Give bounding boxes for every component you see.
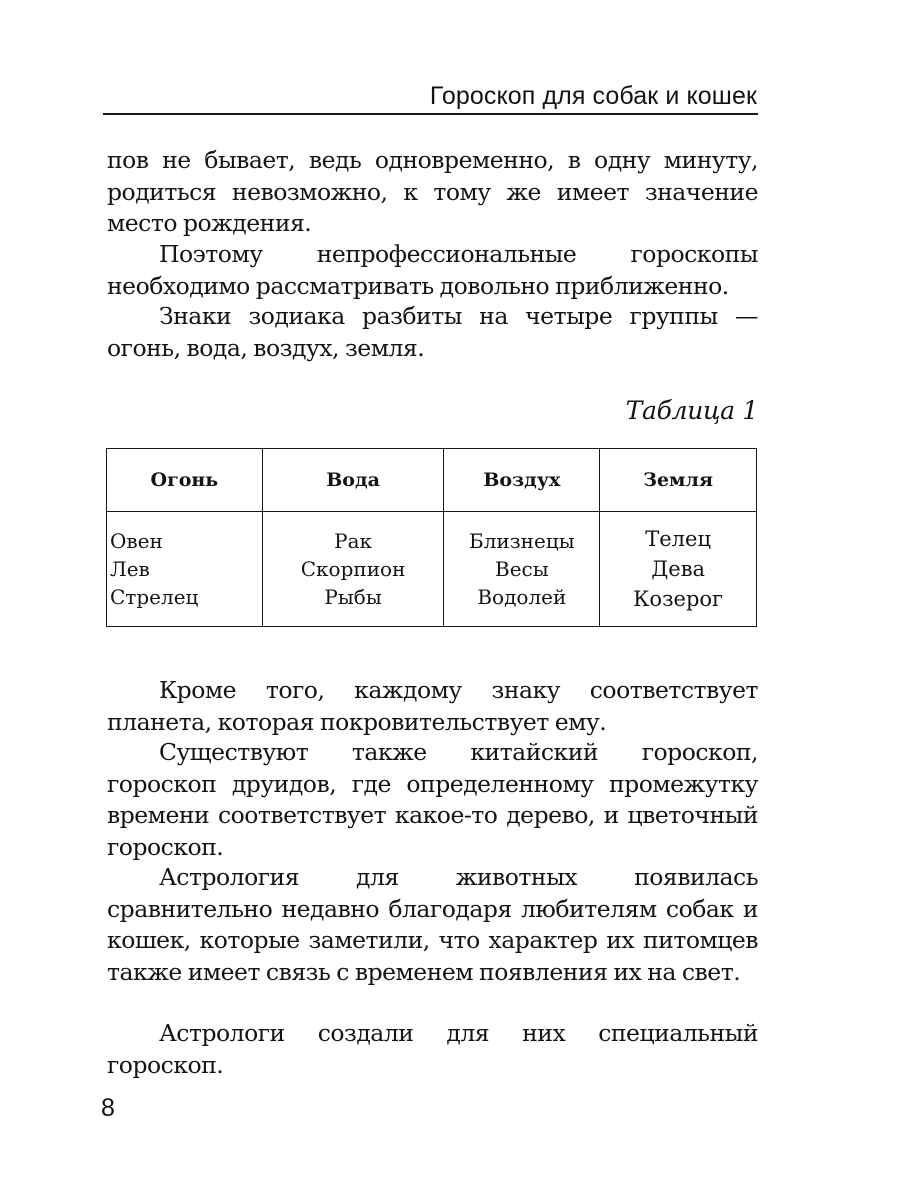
header-rule (103, 113, 758, 115)
paragraph-approximation: Поэтому непрофессиональные гороскопы необходимо рассматривать довольно приближенно. (107, 240, 758, 300)
sign-aquarius: Водолей (477, 585, 567, 609)
sign-gemini: Близнецы (469, 529, 575, 553)
sign-sagittarius: Стрелец (110, 585, 199, 609)
sign-scorpio: Скорпион (300, 557, 406, 581)
paragraph-special-horoscope: Астрологи создали для них специальный гороскоп. (107, 1019, 758, 1079)
table-row (107, 512, 757, 627)
zodiac-elements-table (106, 448, 757, 627)
fire-signs-cell (107, 512, 263, 627)
sign-leo: Лев (110, 557, 150, 581)
column-header-water: Вода (262, 449, 444, 512)
paragraph-continuation: пов не бывает, ведь одновременно, в одну минуту, родиться невозможно, к тому же имеет значение место рождения. (107, 146, 758, 237)
sign-capricorn: Козерог (633, 587, 724, 611)
running-header-title: Гороскоп для собак и кошек (429, 82, 757, 110)
sign-virgo: Дева (651, 557, 706, 581)
sign-taurus: Телец (645, 527, 711, 551)
sign-aries: Овен (110, 529, 163, 553)
page-number: 8 (101, 1094, 115, 1122)
paragraph-zodiac-groups: Знаки зодиака разбиты на четыре группы — огонь, вода, воздух, земля. (107, 302, 758, 362)
sign-cancer: Рак (334, 529, 373, 553)
table-header-row (107, 449, 757, 512)
paragraph-animal-astrology: Астрология для животных появилась сравнительно недавно благодаря любителям собак и кошек, которые заметили, что характер их питомцев также имеет связь с временем появления их на свет. (107, 863, 758, 986)
sign-pisces: Рыбы (324, 585, 382, 609)
water-signs-cell (262, 512, 444, 627)
column-header-fire: Огонь (107, 449, 263, 512)
paragraph-other-horoscopes: Существуют также китайский гороскоп, гороскоп друидов, где определенному промежутку времени соответствует какое-то дерево, и цветочный гороскоп. (107, 738, 758, 861)
sign-libra: Весы (495, 557, 549, 581)
column-header-air: Воздух (444, 449, 600, 512)
paragraph-planets: Кроме того, каждому знаку соответствует планета, которая покровительствует ему. (107, 676, 758, 736)
earth-signs-cell (600, 512, 757, 627)
table-caption: Таблица 1 (625, 396, 758, 425)
air-signs-cell (444, 512, 600, 627)
column-header-earth: Земля (600, 449, 757, 512)
